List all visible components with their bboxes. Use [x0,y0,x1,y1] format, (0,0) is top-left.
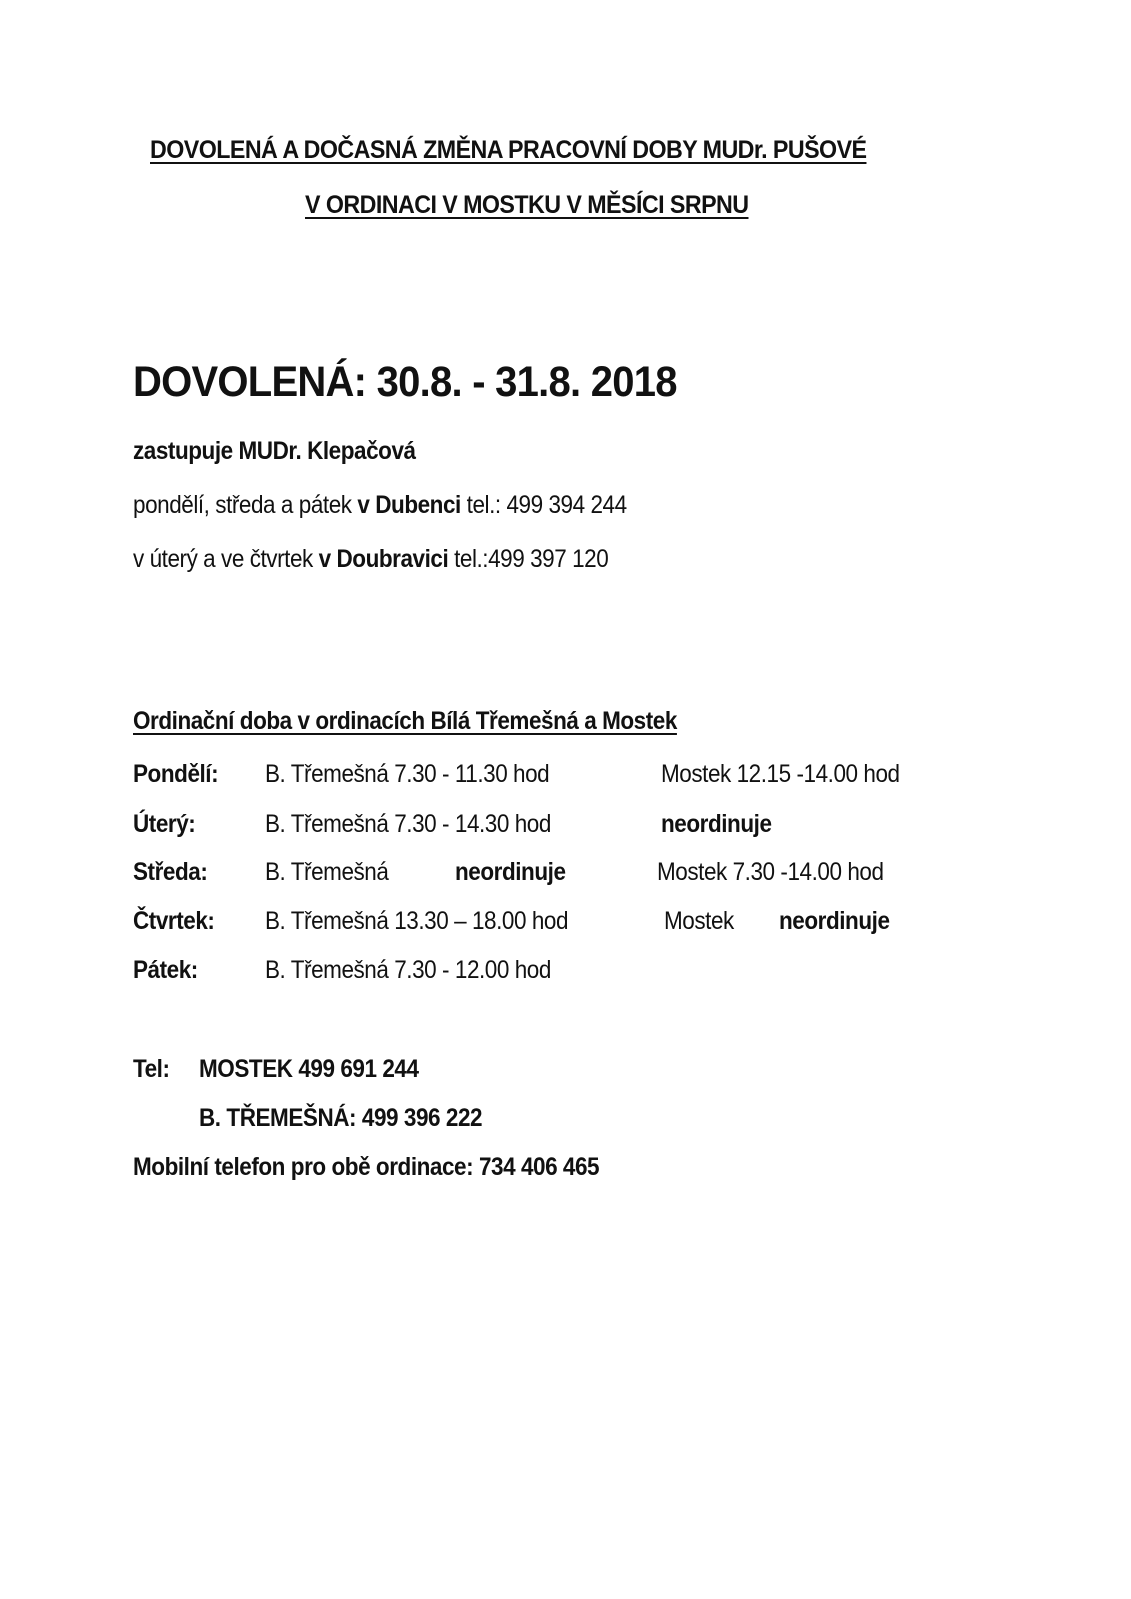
substitute-doctor: zastupuje MUDr. Klepačová [133,437,416,465]
vacation-heading: DOVOLENÁ: 30.8. - 31.8. 2018 [133,358,677,406]
substitute-line-dubenec [133,491,627,520]
title-line-2: V ORDINACI V MOSTKU V MĚSÍCI SRPNU [305,191,749,219]
day-label-wednesday: Středa: [133,858,208,886]
mostek-label-thursday: Mostek [664,907,734,935]
tel-label: Tel: [133,1055,170,1083]
phone-mostek: MOSTEK 499 691 244 [199,1055,419,1083]
place-text: v Doubravici [318,545,449,573]
day-label-monday: Pondělí: [133,760,219,788]
substitute-line-doubravice [133,545,608,574]
mostek-hours-monday: Mostek 12.15 -14.00 hod [661,760,900,788]
phone-text: tel.: 499 394 244 [460,491,627,519]
office-hours-heading: Ordinační doba v ordinacích Bílá Třemešná a Mostek [133,707,677,735]
phone-bila-tremesna: B. TŘEMEŠNÁ: 499 396 222 [199,1104,483,1132]
mostek-hours-wednesday: Mostek 7.30 -14.00 hod [657,858,884,886]
mostek-status-tuesday: neordinuje [661,810,772,838]
mobile-phone: Mobilní telefon pro obě ordinace: 734 406 465 [133,1153,600,1181]
bt-hours-wednesday: B. Třemešná [265,858,389,886]
mostek-status-thursday: neordinuje [779,907,890,935]
place-text: v Dubenci [357,491,461,519]
day-label-thursday: Čtvrtek: [133,907,215,935]
bt-hours-monday: B. Třemešná 7.30 - 11.30 hod [265,760,550,788]
days-text: pondělí, středa a pátek [133,491,358,519]
day-label-friday: Pátek: [133,956,198,984]
bt-hours-tuesday: B. Třemešná 7.30 - 14.30 hod [265,810,551,838]
bt-hours-friday: B. Třemešná 7.30 - 12.00 hod [265,956,551,984]
title-line-1: DOVOLENÁ A DOČASNÁ ZMĚNA PRACOVNÍ DOBY MUDr. PUŠOVÉ [150,136,867,164]
phone-text: tel.:499 397 120 [448,545,609,573]
day-label-tuesday: Úterý: [133,810,196,838]
days-text: v úterý a ve čtvrtek [133,545,319,573]
bt-hours-thursday: B. Třemešná 13.30 – 18.00 hod [265,907,569,935]
bt-status-wednesday: neordinuje [455,858,566,886]
